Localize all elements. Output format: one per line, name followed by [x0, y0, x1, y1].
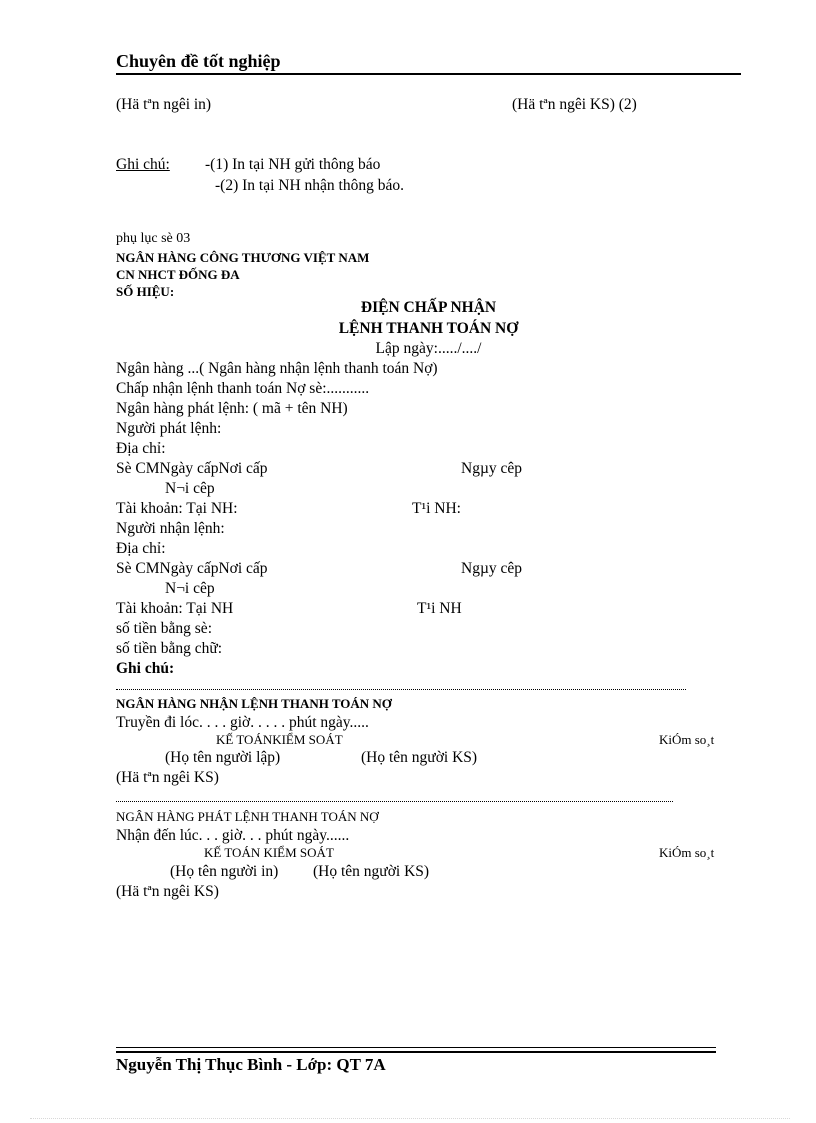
field-note-label: Ghi chú: — [116, 660, 175, 677]
receive-names-2: (Họ tên người KS) — [361, 749, 478, 766]
field-id-1: Sè CMNgày cấpNơi cấp — [116, 460, 268, 477]
receive-names: (Họ tên người lập) — [165, 749, 281, 766]
bank-code-label: SỐ HIỆU: — [116, 284, 175, 299]
field-id-1-date: Ngµy cêp — [461, 460, 523, 477]
issue-heading: NGÂN HÀNG PHÁT LỆNH THANH TOÁN NỢ — [116, 809, 379, 824]
field-id-2-date: Ngµy cêp — [461, 560, 523, 577]
field-accept-order: Chấp nhận lệnh thanh toán Nợ sè:........... — [116, 380, 370, 397]
issue-sign: (Hä tªn ngêi KS) — [116, 883, 219, 900]
field-sender: Người phát lệnh: — [116, 420, 222, 437]
header-title: Chuyên đề tốt nghiệp — [116, 51, 281, 71]
note-line-1: -(1) In tại NH gửi thông báo — [205, 156, 381, 173]
page-edge — [30, 1118, 790, 1119]
field-address-2: Địa chỉ: — [116, 540, 166, 557]
field-id-2: Sè CMNgày cấpNơi cấp — [116, 560, 268, 577]
field-id-1-place: N¬i cêp — [165, 480, 215, 497]
bank-branch: CN NHCT ĐỐNG ĐA — [116, 267, 240, 282]
field-account-2-at: T¹i NH — [417, 600, 462, 617]
field-account-1: Tài khoản: Tại NH: — [116, 500, 238, 517]
receive-heading: NGÂN HÀNG NHẬN LỆNH THANH TOÁN NỢ — [116, 696, 392, 711]
separator-2 — [116, 801, 673, 802]
header-rule — [116, 73, 741, 75]
footer-author: Nguyễn Thị Thục Bình - Lớp: QT 7A — [116, 1055, 386, 1074]
field-account-1-at: T¹i NH: — [412, 500, 461, 517]
title-date: Lập ngày:...../..../ — [375, 340, 482, 357]
title-line-2: LỆNH THANH TOÁN NỢ — [338, 320, 519, 337]
receive-roles: KẾ TOÁNKIỂM SOÁT — [216, 732, 343, 747]
footer-rule-top — [116, 1047, 716, 1048]
top-sign-left: (Hä tªn ngêi in) — [116, 96, 212, 113]
note-line-2: -(2) In tại NH nhận thông báo. — [215, 177, 404, 194]
field-id-2-place: N¬i cêp — [165, 580, 215, 597]
footer-rule-bottom — [116, 1051, 716, 1053]
receive-sign: (Hä tªn ngêi KS) — [116, 769, 219, 786]
issue-names: (Họ tên người in) — [170, 863, 279, 880]
field-amount-words: số tiền bằng chữ: — [116, 640, 223, 657]
top-sign-right: (Hä tªn ngêi KS) (2) — [512, 96, 637, 113]
title-line-1: ĐIỆN CHẤP NHẬN — [360, 299, 497, 316]
field-account-2: Tài khoản: Tại NH — [116, 600, 234, 617]
field-address-1: Địa chỉ: — [116, 440, 166, 457]
issue-roles: KẾ TOÁN KIỂM SOÁT — [204, 845, 334, 860]
field-issuing-bank: Ngân hàng phát lệnh: ( mã + tên NH) — [116, 400, 348, 417]
field-amount-number: số tiền bằng sè: — [116, 620, 212, 637]
issue-names-2: (Họ tên người KS) — [313, 863, 430, 880]
note-label: Ghi chú: — [116, 156, 170, 173]
bank-name: NGÂN HÀNG CÔNG THƯƠNG VIỆT NAM — [116, 250, 370, 265]
field-bank-receive: Ngân hàng ...( Ngân hàng nhận lệnh thanh toán Nợ) — [116, 360, 438, 377]
appendix-label: phụ lục sè 03 — [116, 231, 191, 246]
receive-time: Truyền đi lóc. . . . giờ. . . . . phút ngày..... — [116, 714, 369, 731]
field-receiver: Người nhận lệnh: — [116, 520, 225, 537]
issue-time: Nhận đến lúc. . . giờ. . . phút ngày...... — [116, 827, 350, 844]
issue-control: KiÓm so¸t — [659, 845, 715, 860]
separator-1 — [116, 689, 686, 690]
receive-control: KiÓm so¸t — [659, 732, 715, 747]
